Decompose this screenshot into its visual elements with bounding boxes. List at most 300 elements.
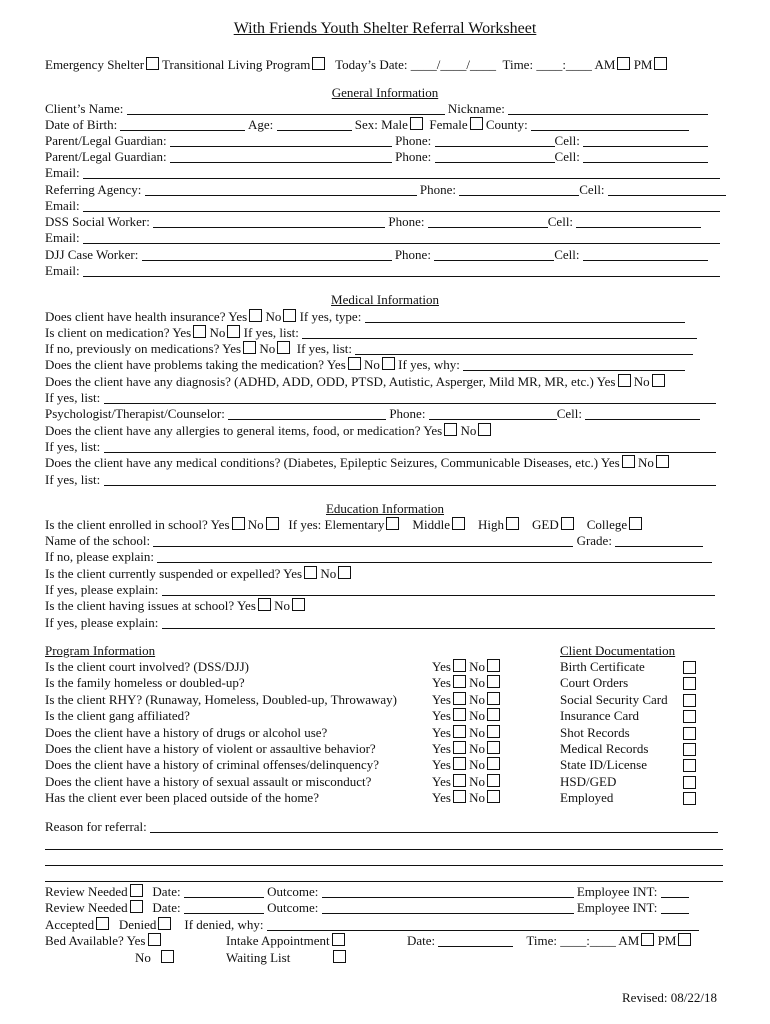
program-question-text: Is the client gang affiliated? xyxy=(45,708,190,724)
dss-label: DSS Social Worker: xyxy=(45,214,150,229)
no-label: No xyxy=(469,659,486,674)
accepted-checkbox[interactable] xyxy=(96,917,109,930)
no-checkbox[interactable] xyxy=(487,675,500,688)
reason-line-2 xyxy=(45,836,723,852)
phone-field[interactable] xyxy=(435,150,555,163)
yes-label: Yes xyxy=(172,325,192,340)
denied-label: Denied xyxy=(118,917,157,932)
insurance-row xyxy=(45,309,685,325)
dob-field[interactable] xyxy=(120,118,245,131)
accepted-label: Accepted xyxy=(45,917,95,932)
phone-field[interactable] xyxy=(435,134,555,147)
explain-no-row xyxy=(45,549,712,565)
email-field[interactable] xyxy=(83,199,720,212)
documentation-item-label: Shot Records xyxy=(560,724,630,740)
no-checkbox[interactable] xyxy=(487,659,500,672)
employee-int-field[interactable] xyxy=(661,885,689,898)
no-label: No xyxy=(633,374,650,389)
no-label: No xyxy=(364,357,380,372)
program-yes-no xyxy=(432,774,500,790)
yes-checkbox[interactable] xyxy=(304,566,317,579)
county-label: County: xyxy=(485,117,528,132)
college-checkbox[interactable] xyxy=(629,517,642,530)
yes-checkbox[interactable] xyxy=(453,790,466,803)
no-label: No xyxy=(469,691,486,707)
cell-field[interactable] xyxy=(608,183,726,196)
high-label: High xyxy=(477,517,504,532)
phone-label: Phone: xyxy=(419,182,457,197)
intake-time-field[interactable]: ____:____ xyxy=(560,933,616,948)
program-yes-no xyxy=(432,757,500,773)
no-checkbox[interactable] xyxy=(487,774,500,787)
phone-field[interactable] xyxy=(459,183,579,196)
yes-checkbox[interactable] xyxy=(193,325,206,338)
cell-field[interactable] xyxy=(583,134,708,147)
if-denied-label: If denied, why: xyxy=(184,917,264,932)
conditions-question: Does the client have any medical conditions? (Diabetes, Epileptic Seizures, Communicable Diseases, etc.) xyxy=(45,455,599,470)
education-information-heading: Education Information xyxy=(325,501,445,516)
explain-no-label: If no, please explain: xyxy=(45,549,155,564)
medication-problems-row xyxy=(45,357,685,373)
phone-label: Phone: xyxy=(389,406,426,421)
no-label: No xyxy=(274,598,291,613)
documentation-item-checkbox[interactable] xyxy=(683,792,696,805)
enrolled-question: Is the client enrolled in school? xyxy=(45,517,208,532)
grade-field[interactable] xyxy=(615,534,703,547)
issues-row xyxy=(45,598,305,614)
reason-row xyxy=(45,819,718,835)
explain-yes-row-2 xyxy=(45,615,715,631)
cell-label: Cell: xyxy=(554,149,580,164)
conditions-list-field[interactable] xyxy=(104,473,716,486)
middle-checkbox[interactable] xyxy=(452,517,465,530)
reason-field[interactable] xyxy=(150,820,718,833)
employee-int-label: Employee INT: xyxy=(576,900,658,915)
dss-row xyxy=(45,214,701,230)
phone-label: Phone: xyxy=(395,149,432,164)
program-question-text: Is the client RHY? (Runaway, Homeless, Doubled-up, Throwaway) xyxy=(45,691,397,707)
explain-yes-row-1 xyxy=(45,582,715,598)
program-yes-no xyxy=(432,692,500,708)
reason-field[interactable] xyxy=(45,869,723,882)
documentation-item-checkbox[interactable] xyxy=(683,710,696,723)
pm-checkbox[interactable] xyxy=(678,933,691,946)
list-label: If yes, list: xyxy=(45,390,101,405)
time-field[interactable]: ____:____ xyxy=(536,57,592,72)
yes-checkbox[interactable] xyxy=(453,692,466,705)
yes-checkbox[interactable] xyxy=(453,757,466,770)
agency-label: Referring Agency: xyxy=(45,182,142,197)
cell-label: Cell: xyxy=(547,214,574,229)
ged-label: GED xyxy=(531,517,559,532)
cell-label: Cell: xyxy=(579,182,605,197)
list-label: If yes, list: xyxy=(45,439,101,454)
program-yes-no xyxy=(432,659,500,675)
emergency-shelter-checkbox[interactable] xyxy=(146,57,159,70)
no-checkbox[interactable] xyxy=(652,374,665,387)
sex-male-label: Sex: Male xyxy=(354,117,408,132)
program-question-text: Is the family homeless or doubled-up? xyxy=(45,675,245,691)
male-checkbox[interactable] xyxy=(410,117,423,130)
todays-date-field[interactable]: ____/____/____ xyxy=(410,57,496,72)
agency-row xyxy=(45,182,726,198)
no-checkbox[interactable] xyxy=(487,757,500,770)
denied-checkbox[interactable] xyxy=(158,917,171,930)
enrolled-row xyxy=(45,517,642,533)
intake-appointment xyxy=(226,933,345,949)
no-label: No xyxy=(469,790,486,806)
djj-field[interactable] xyxy=(142,248,392,261)
program-question-row xyxy=(45,774,371,790)
explain-yes-label: If yes, please explain: xyxy=(45,582,159,597)
bed-no xyxy=(135,950,174,966)
transitional-living-checkbox[interactable] xyxy=(312,57,325,70)
documentation-item-label: Insurance Card xyxy=(560,708,640,724)
explain-yes-field[interactable] xyxy=(162,616,715,629)
no-checkbox[interactable] xyxy=(487,725,500,738)
cell-field[interactable] xyxy=(583,150,708,163)
no-label: No xyxy=(638,455,654,470)
no-label: No xyxy=(259,341,276,356)
client-name-label: Client’s Name: xyxy=(45,101,124,116)
dob-row xyxy=(45,117,689,133)
documentation-item-label: Court Orders xyxy=(560,675,629,691)
decision-row xyxy=(45,917,699,933)
allergies-list-field[interactable] xyxy=(104,440,716,453)
therapist-label: Psychologist/Therapist/Counselor: xyxy=(45,406,225,421)
outcome-field[interactable] xyxy=(322,885,574,898)
program-question-row xyxy=(45,659,249,675)
review-row-1 xyxy=(45,884,689,900)
diagnosis-list-field[interactable] xyxy=(104,391,716,404)
medication-list-field[interactable] xyxy=(302,326,697,339)
female-label: Female xyxy=(429,117,468,132)
am-label: AM xyxy=(618,933,640,948)
no-label: No xyxy=(460,423,477,438)
date-label: Date: xyxy=(152,884,181,899)
if-denied-field[interactable] xyxy=(267,918,699,931)
yes-label: Yes xyxy=(326,357,346,372)
yes-label: Yes xyxy=(228,309,248,324)
yes-label: Yes xyxy=(432,757,451,773)
documentation-item-label: Birth Certificate xyxy=(560,659,645,674)
client-documentation-heading: Client Documentation xyxy=(560,643,676,658)
yes-label: Yes xyxy=(210,517,230,532)
cell-field[interactable] xyxy=(576,215,701,228)
program-question-row xyxy=(45,692,397,708)
email-field[interactable] xyxy=(83,166,720,179)
yes-label: Yes xyxy=(432,724,451,740)
insurance-question: Does client have health insurance? xyxy=(45,309,226,324)
yes-checkbox[interactable] xyxy=(453,774,466,787)
pm-label: PM xyxy=(633,57,653,72)
medication-problems-question: Does the client have problems taking the medication? xyxy=(45,357,325,372)
email-label: Email: xyxy=(45,165,80,180)
documentation-item-checkbox[interactable] xyxy=(683,776,696,789)
email-label: Email: xyxy=(45,198,80,213)
yes-label: Yes xyxy=(283,566,303,581)
time-label: Time: xyxy=(502,57,534,72)
program-question-text: Does the client have a history of violent or assaultive behavior? xyxy=(45,741,376,756)
yes-label: Yes xyxy=(432,741,451,756)
therapist-row xyxy=(45,406,700,422)
program-question-row xyxy=(45,790,319,806)
yes-checkbox[interactable] xyxy=(243,341,256,354)
documentation-item-label: Medical Records xyxy=(560,741,649,756)
outcome-label: Outcome: xyxy=(267,900,319,915)
age-label: Age: xyxy=(248,117,274,132)
yes-checkbox[interactable] xyxy=(258,598,271,611)
school-name-label: Name of the school: xyxy=(45,533,151,548)
no-label: No xyxy=(469,724,486,740)
therapist-field[interactable] xyxy=(228,407,386,420)
cell-label: Cell: xyxy=(554,247,580,262)
date-label: Date: xyxy=(407,933,436,948)
program-information-heading: Program Information xyxy=(45,643,156,658)
medication-row xyxy=(45,325,697,341)
bed-no-checkbox[interactable] xyxy=(161,950,174,963)
documentation-item-checkbox[interactable] xyxy=(683,743,696,756)
bed-no-label: No xyxy=(135,950,151,965)
no-checkbox[interactable] xyxy=(487,790,500,803)
no-checkbox[interactable] xyxy=(478,423,491,436)
previous-medication-row xyxy=(45,341,693,357)
program-question-text: Has the client ever been placed outside of the home? xyxy=(45,790,319,806)
diagnosis-row xyxy=(45,374,665,390)
no-checkbox[interactable] xyxy=(656,455,669,468)
age-field[interactable] xyxy=(277,118,352,131)
yes-label: Yes xyxy=(222,341,242,356)
program-yes-no xyxy=(432,725,500,741)
guardian-label: Parent/Legal Guardian: xyxy=(45,149,167,164)
previous-medication-question: If no, previously on medications? xyxy=(45,341,220,356)
allergies-question: Does the client have any allergies to general items, food, or medication? xyxy=(45,423,421,438)
guardian-field[interactable] xyxy=(170,134,392,147)
yes-checkbox[interactable] xyxy=(453,708,466,721)
date-label: Date: xyxy=(152,900,181,915)
female-checkbox[interactable] xyxy=(470,117,483,130)
review-date-field[interactable] xyxy=(184,885,264,898)
shelter-type-row xyxy=(45,57,667,73)
employee-int-label: Employee INT: xyxy=(576,884,658,899)
email-field[interactable] xyxy=(83,264,720,277)
program-question-row xyxy=(45,675,245,691)
no-checkbox[interactable] xyxy=(227,325,240,338)
yes-checkbox[interactable] xyxy=(453,741,466,754)
no-checkbox[interactable] xyxy=(487,741,500,754)
medical-information-heading: Medical Information xyxy=(331,292,439,307)
intake-date-time xyxy=(407,933,691,949)
review-needed-label: Review Needed xyxy=(45,900,128,915)
guardian-label: Parent/Legal Guardian: xyxy=(45,133,167,148)
bed-row xyxy=(45,933,161,949)
no-label: No xyxy=(469,757,486,773)
explain-no-field[interactable] xyxy=(157,550,712,563)
review-row-2 xyxy=(45,900,689,916)
dss-email-row xyxy=(45,230,720,246)
allergies-list-row xyxy=(45,439,716,455)
djj-row xyxy=(45,247,708,263)
intake-date-field[interactable] xyxy=(438,934,513,947)
client-name-field[interactable] xyxy=(127,102,445,115)
elementary-label: If yes: Elementary xyxy=(288,517,385,532)
pm-label: PM xyxy=(657,933,677,948)
cell-field[interactable] xyxy=(585,407,700,420)
reason-field[interactable] xyxy=(45,853,723,866)
no-checkbox[interactable] xyxy=(292,598,305,611)
yes-label: Yes xyxy=(432,659,451,674)
no-checkbox[interactable] xyxy=(487,692,500,705)
yes-checkbox[interactable] xyxy=(622,455,635,468)
yes-label: Yes xyxy=(432,675,451,691)
documentation-item-checkbox[interactable] xyxy=(683,759,696,772)
why-field[interactable] xyxy=(463,358,685,371)
phone-field[interactable] xyxy=(428,215,548,228)
no-checkbox[interactable] xyxy=(338,566,351,579)
issues-question: Is the client having issues at school? xyxy=(45,598,235,613)
program-yes-no xyxy=(432,708,500,724)
previous-medication-field[interactable] xyxy=(355,342,693,355)
suspended-question: Is the client currently suspended or expelled? xyxy=(45,566,281,581)
am-checkbox[interactable] xyxy=(641,933,654,946)
no-checkbox[interactable] xyxy=(266,517,279,530)
yes-checkbox[interactable] xyxy=(348,357,361,370)
list-label: If yes, list: xyxy=(296,341,352,356)
yes-checkbox[interactable] xyxy=(618,374,631,387)
phone-label: Phone: xyxy=(388,214,425,229)
yes-label: Yes xyxy=(432,773,451,789)
why-label: If yes, why: xyxy=(398,357,460,372)
reason-label: Reason for referral: xyxy=(45,819,147,834)
emergency-shelter-label: Emergency Shelter xyxy=(45,57,145,72)
guardian-field[interactable] xyxy=(170,150,392,163)
bed-available-label: Bed Available? Yes xyxy=(45,933,146,948)
type-label: If yes, type: xyxy=(299,309,362,324)
nickname-field[interactable] xyxy=(508,102,708,115)
review-needed-checkbox[interactable] xyxy=(130,900,143,913)
no-checkbox[interactable] xyxy=(487,708,500,721)
elementary-checkbox[interactable] xyxy=(386,517,399,530)
ged-checkbox[interactable] xyxy=(561,517,574,530)
reason-field[interactable] xyxy=(45,837,723,850)
list-label: If yes, list: xyxy=(243,325,299,340)
suspended-row xyxy=(45,566,351,582)
cell-field[interactable] xyxy=(583,248,708,261)
documentation-item-label: Social Security Card xyxy=(560,691,668,707)
documentation-item-label: State ID/License xyxy=(560,757,647,773)
employee-int-field[interactable] xyxy=(661,901,689,914)
explain-yes-field[interactable] xyxy=(162,583,715,596)
program-question-text: Does the client have a history of criminal offenses/delinquency? xyxy=(45,757,380,773)
djj-email-row xyxy=(45,263,720,279)
yes-label: Yes xyxy=(236,598,256,613)
documentation-item-label: HSD/GED xyxy=(560,773,617,789)
pm-checkbox[interactable] xyxy=(654,57,667,70)
no-label: No xyxy=(469,741,486,756)
dob-label: Date of Birth: xyxy=(45,117,118,132)
transitional-living-label: Transitional Living Program xyxy=(162,57,311,72)
email-field[interactable] xyxy=(83,231,720,244)
phone-field[interactable] xyxy=(429,407,557,420)
guardian-email-row xyxy=(45,165,720,181)
todays-date-label: Today’s Date: xyxy=(335,57,408,72)
list-label: If yes, list: xyxy=(45,472,101,487)
program-question-row xyxy=(45,741,376,757)
no-label: No xyxy=(469,675,486,691)
yes-checkbox[interactable] xyxy=(232,517,245,530)
review-needed-checkbox[interactable] xyxy=(130,884,143,897)
revised-date: Revised: 08/22/18 xyxy=(622,990,717,1005)
documentation-item-checkbox[interactable] xyxy=(683,661,696,674)
am-label: AM xyxy=(594,57,616,72)
no-checkbox[interactable] xyxy=(283,309,296,322)
program-question-text: Does the client have a history of drugs or alcohol use? xyxy=(45,724,328,740)
intake-appointment-checkbox[interactable] xyxy=(332,933,345,946)
program-question-row xyxy=(45,757,379,773)
grade-label: Grade: xyxy=(576,533,612,548)
time-label: Time: xyxy=(526,933,557,948)
no-checkbox[interactable] xyxy=(382,357,395,370)
no-checkbox[interactable] xyxy=(277,341,290,354)
agency-email-row xyxy=(45,198,720,214)
allergies-row xyxy=(45,423,491,439)
am-checkbox[interactable] xyxy=(617,57,630,70)
outcome-field[interactable] xyxy=(322,901,574,914)
yes-checkbox[interactable] xyxy=(453,675,466,688)
documentation-item-checkbox[interactable] xyxy=(683,677,696,690)
program-question-row xyxy=(45,708,190,724)
explain-yes-label: If yes, please explain: xyxy=(45,615,159,630)
agency-field[interactable] xyxy=(145,183,417,196)
diagnosis-question: Does the client have any diagnosis? (ADHD, ADD, ODD, PTSD, Autistic, Asperger, Mild MR, MR, etc.) xyxy=(45,374,594,389)
middle-label: Middle xyxy=(412,517,450,532)
yes-label: Yes xyxy=(423,423,443,438)
yes-checkbox[interactable] xyxy=(444,423,457,436)
school-name-row xyxy=(45,533,703,549)
phone-field[interactable] xyxy=(434,248,554,261)
documentation-item-checkbox[interactable] xyxy=(683,727,696,740)
medication-question: Is client on medication? xyxy=(45,325,170,340)
yes-checkbox[interactable] xyxy=(453,725,466,738)
outcome-label: Outcome: xyxy=(267,884,319,899)
bed-yes-checkbox[interactable] xyxy=(148,933,161,946)
email-label: Email: xyxy=(45,230,80,245)
program-question-row xyxy=(45,725,327,741)
conditions-list-row xyxy=(45,472,716,488)
reason-line-3 xyxy=(45,852,723,868)
yes-label: Yes xyxy=(596,374,616,389)
yes-label: Yes xyxy=(432,790,451,806)
high-checkbox[interactable] xyxy=(506,517,519,530)
yes-checkbox[interactable] xyxy=(453,659,466,672)
county-field[interactable] xyxy=(531,118,689,131)
yes-checkbox[interactable] xyxy=(249,309,262,322)
documentation-item-checkbox[interactable] xyxy=(683,694,696,707)
insurance-type-field[interactable] xyxy=(365,310,685,323)
school-name-field[interactable] xyxy=(153,534,573,547)
yes-label: Yes xyxy=(432,691,451,707)
nickname-label: Nickname: xyxy=(447,101,505,116)
college-label: College xyxy=(586,517,628,532)
review-date-field[interactable] xyxy=(184,901,264,914)
phone-label: Phone: xyxy=(394,247,431,262)
waiting-list-checkbox[interactable] xyxy=(333,950,346,963)
yes-label: Yes xyxy=(600,455,620,470)
intake-appointment-label: Intake Appointment xyxy=(226,933,330,948)
dss-field[interactable] xyxy=(153,215,385,228)
no-label: No xyxy=(247,517,264,532)
diagnosis-list-row xyxy=(45,390,716,406)
